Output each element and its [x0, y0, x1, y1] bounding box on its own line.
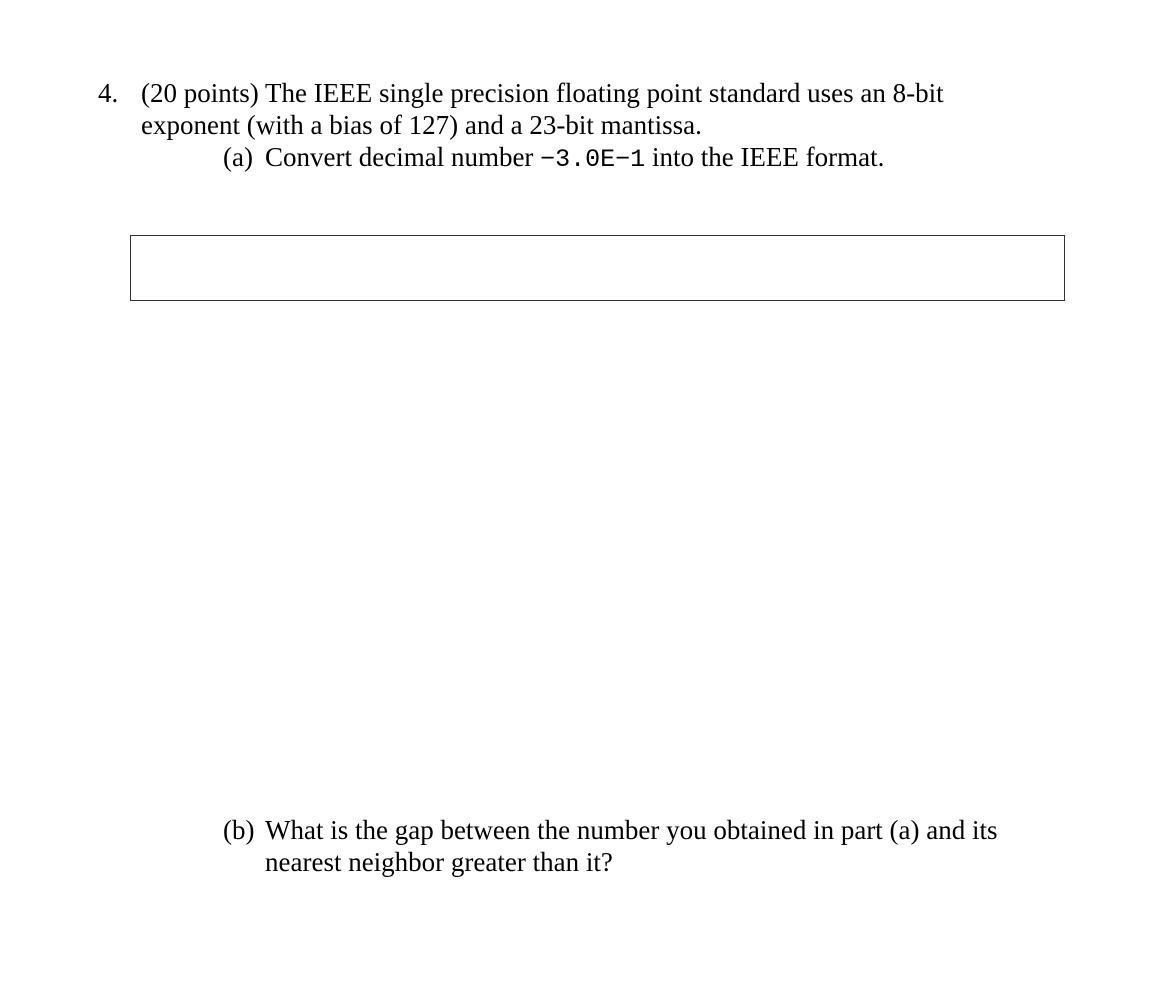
- part-b-prompt-line-1: What is the gap between the number you obtained in part (a) and its: [265, 815, 998, 845]
- part-b-label: (b): [223, 815, 255, 845]
- part-a-decimal-number: −3.0E−1: [540, 145, 646, 174]
- part-a-text-after: into the IEEE format.: [645, 142, 885, 172]
- question-intro-line-2: exponent (with a bias of 127) and a 23-bit mantissa.: [141, 110, 702, 140]
- question-number: 4.: [98, 78, 119, 108]
- question-intro-line-1: (20 points) The IEEE single precision floating point standard uses an 8-bit: [141, 78, 944, 108]
- answer-box[interactable]: [130, 235, 1065, 301]
- part-a-prompt: [265, 141, 884, 176]
- part-a-label: (a): [223, 142, 253, 172]
- part-b-prompt-line-2: nearest neighbor greater than it?: [265, 847, 613, 877]
- part-a-text-before: Convert decimal number: [265, 142, 541, 172]
